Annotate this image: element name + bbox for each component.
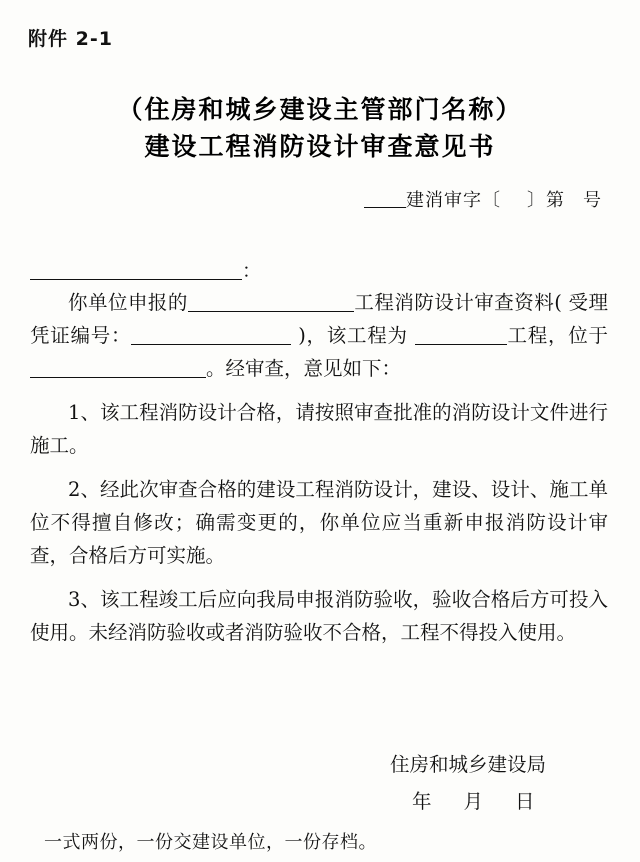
paragraph-item-3: 3、该工程竣工后应向我局申报消防验收，验收合格后方可投入使用。未经消防验收或者消防验收不合格，工程不得投入使用。 — [30, 588, 608, 644]
addressee-line — [30, 256, 261, 283]
addressee-colon: ： — [242, 260, 262, 282]
paragraph-item-1: 1、该工程消防设计合格，请按照审查批准的消防设计文件进行施工。 — [30, 401, 608, 457]
signature-organization: 住房和城乡建设局 — [390, 753, 547, 776]
intro-text-2: 工程消防设计审查资料( 受理凭证编号： — [30, 291, 608, 347]
doc-number-prefix-blank — [364, 190, 406, 208]
doc-number-bracket-open: 〔 — [482, 190, 501, 211]
addressee-blank — [30, 261, 242, 280]
footer-note: 一式两份，一份交建设单位，一份存档。 — [44, 832, 377, 853]
intro-text-3: )，该工程为 — [291, 324, 415, 347]
signature-day: 日 — [515, 790, 537, 813]
attachment-number: 附件 2-1 — [28, 28, 113, 50]
doc-number-bracket-close: 〕 — [527, 190, 546, 211]
intro-text-1: 你单位申报的 — [68, 291, 188, 314]
signature-month: 月 — [463, 790, 486, 813]
doc-number-word: 建消审字 — [406, 190, 482, 211]
intro-blank-project — [188, 293, 354, 312]
doc-number-no-word: 第 — [546, 190, 565, 211]
doc-number-hao-word: 号 — [583, 190, 602, 211]
intro-blank-receipt-number — [131, 326, 291, 345]
paragraph-intro — [30, 286, 608, 385]
signature-date — [412, 786, 537, 814]
intro-text-5: 。经审查，意见如下： — [206, 357, 402, 380]
page-title-main: 建设工程消防设计审查意见书 — [144, 132, 496, 161]
document-body — [30, 286, 608, 660]
intro-text-4: 工程，位于 — [506, 324, 608, 347]
page-title-department: （住房和城乡建设主管部门名称） — [117, 95, 523, 124]
paragraph-item-2: 2、经此次审查合格的建设工程消防设计，建设、设计、施工单位不得擅自修改；确需变更的，你单位应当重新申报消防设计审查，合格后方可实施。 — [30, 478, 608, 567]
intro-blank-project-type — [415, 326, 507, 345]
document-title-block — [0, 92, 640, 166]
intro-blank-location — [30, 359, 206, 378]
signature-year: 年 — [412, 790, 434, 813]
document-number-line — [364, 186, 602, 212]
